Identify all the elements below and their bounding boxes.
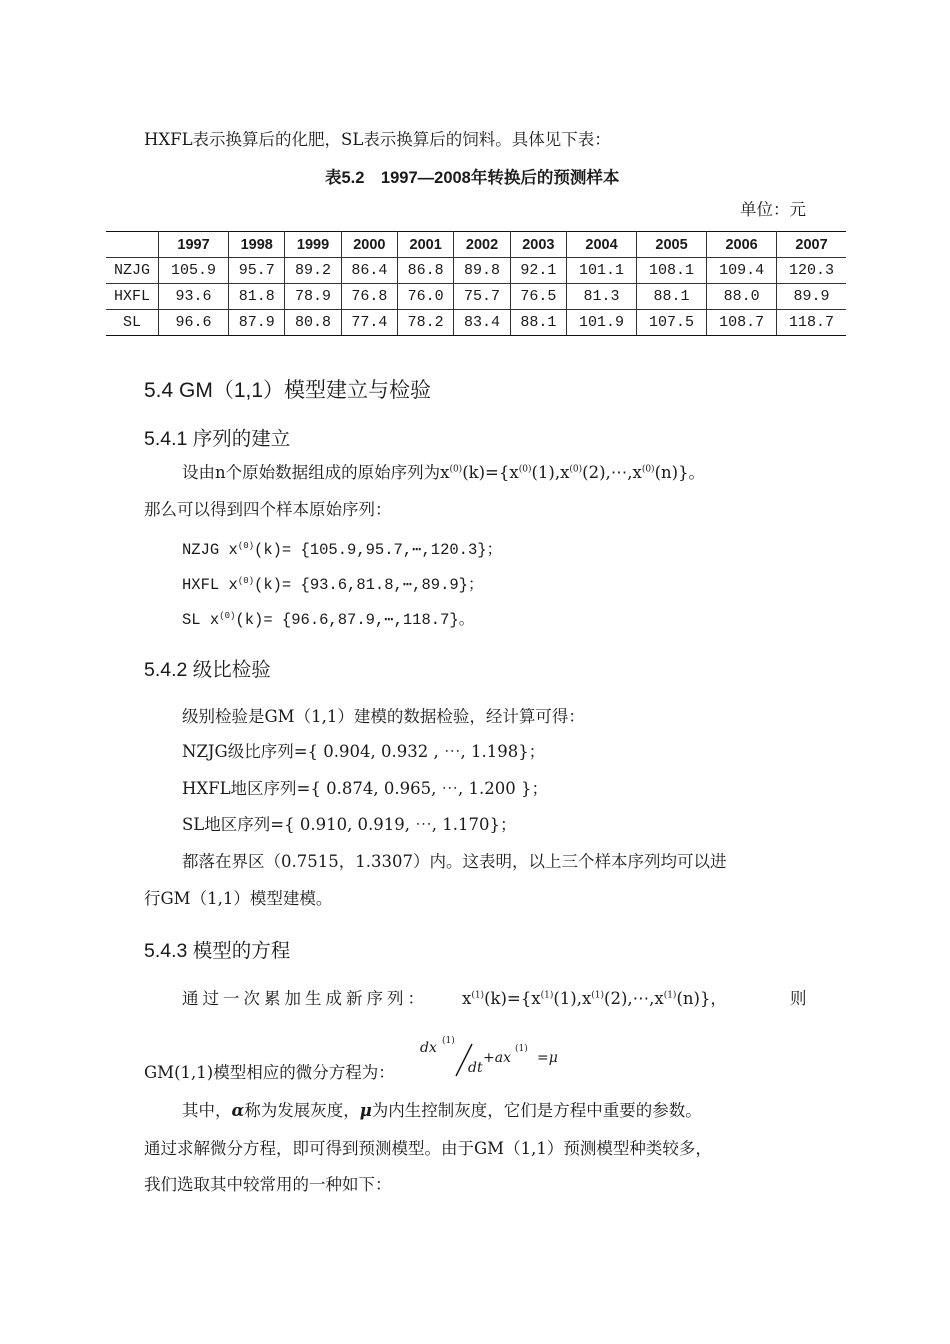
table-cell: 120.3 xyxy=(777,258,846,284)
table-header-cell: 2001 xyxy=(398,232,454,258)
table-cell: 92.1 xyxy=(510,258,566,284)
table-header-blank xyxy=(106,232,159,258)
table-cell: 83.4 xyxy=(454,310,510,336)
sequence-hxfl: HXFL $x^{(0)}(k)=$ {93.6,81.8,⋯,89.9}； xyxy=(182,575,484,594)
table-header-cell: 2000 xyxy=(341,232,397,258)
table-row-label: HXFL xyxy=(106,284,159,310)
s542-paragraph-2-line-2: 行GM（1,1）模型建模。 xyxy=(144,889,333,908)
table-cell: 118.7 xyxy=(777,310,846,336)
ratio-hxfl: HXFL地区序列={ 0.874, 0.965, ⋯, 1.200 }； xyxy=(182,779,549,798)
s543-paragraph-2: GM(1,1)模型相应的微分方程为： xyxy=(144,1063,395,1082)
table-cell: 96.6 xyxy=(159,310,229,336)
table-cell: 108.7 xyxy=(707,310,777,336)
s543-paragraph-4: 通过求解微分方程，即可得到预测模型。由于GM（1,1）预测模型种类较多， xyxy=(144,1139,712,1158)
ratio-nzjg: NZJG级比序列={ 0.904, 0.932 , ⋯, 1.198}； xyxy=(182,742,546,761)
ratio-sl: SL地区序列={ 0.910, 0.919, ⋯, 1.170}； xyxy=(182,815,517,834)
table-cell: 105.9 xyxy=(159,258,229,284)
eq-ax: +ax xyxy=(483,1050,511,1066)
table-row-label: NZJG xyxy=(106,258,159,284)
table-cell: 76.0 xyxy=(398,284,454,310)
section-5-4-title: 5.4 GM（1,1）模型建立与检验 xyxy=(144,379,432,402)
eq-dx: dx xyxy=(420,1040,437,1056)
table-row-label: SL xyxy=(106,310,159,336)
table-header-cell: 1999 xyxy=(285,232,341,258)
s543-paragraph-1: 通过一次累加生成新序列： xyxy=(182,989,428,1008)
table-cell: 93.6 xyxy=(159,284,229,310)
table-header-cell: 1997 xyxy=(159,232,229,258)
table-row xyxy=(106,284,846,310)
table-header-cell: 2007 xyxy=(777,232,846,258)
table-row xyxy=(106,310,846,336)
table-cell: 78.2 xyxy=(398,310,454,336)
table-cell: 87.9 xyxy=(229,310,285,336)
table-cell: 78.9 xyxy=(285,284,341,310)
table-header-cell: 2004 xyxy=(567,232,637,258)
table-cell: 108.1 xyxy=(637,258,707,284)
table-row xyxy=(106,258,846,284)
s542-paragraph-1: 级别检验是GM（1,1）建模的数据检验，经计算可得： xyxy=(182,707,585,726)
table-cell: 89.9 xyxy=(777,284,846,310)
table-cell: 89.8 xyxy=(454,258,510,284)
eq-dt: dt xyxy=(468,1060,483,1076)
table-cell: 95.7 xyxy=(229,258,285,284)
table-header-cell: 2003 xyxy=(510,232,566,258)
table-cell: 86.4 xyxy=(341,258,397,284)
section-5-4-3-title: 5.4.3 模型的方程 xyxy=(144,940,291,962)
table-cell: 109.4 xyxy=(707,258,777,284)
table-header-cell: 2006 xyxy=(707,232,777,258)
unit-note: 单位：元 xyxy=(740,200,806,219)
table-cell: 77.4 xyxy=(341,310,397,336)
eq-mu: =μ xyxy=(537,1050,558,1066)
table-cell: 86.8 xyxy=(398,258,454,284)
table-cell: 101.9 xyxy=(567,310,637,336)
table-cell: 88.0 xyxy=(707,284,777,310)
table-cell: 76.5 xyxy=(510,284,566,310)
table-cell: 76.8 xyxy=(341,284,397,310)
table-cell: 101.1 xyxy=(567,258,637,284)
data-table xyxy=(106,231,846,336)
differential-equation xyxy=(410,1036,570,1081)
section-5-4-2-title: 5.4.2 级比检验 xyxy=(144,659,271,681)
s541-paragraph-1: 设由n个原始数据组成的原始序列为$x^{(0)}(k)=\{x^{(0)}(1),x^{(0)}(2),\cdots,x^{(0)}(n)\}$。 xyxy=(182,463,706,482)
sequence-nzjg: NZJG $x^{(0)}(k)=$ {105.9,95.7,⋯,120.3}； xyxy=(182,540,503,559)
s541-paragraph-2: 那么可以得到四个样本原始序列： xyxy=(144,500,392,519)
table-cell: 80.8 xyxy=(285,310,341,336)
table-cell: 89.2 xyxy=(285,258,341,284)
table-cell: 107.5 xyxy=(637,310,707,336)
table-header-cell: 1998 xyxy=(229,232,285,258)
section-5-4-1-title: 5.4.1 序列的建立 xyxy=(144,428,291,450)
table-header-cell: 2005 xyxy=(637,232,707,258)
sequence-sl: SL $x^{(0)}(k)=$ {96.6,87.9,⋯,118.7}。 xyxy=(182,610,475,629)
table-cell: 81.3 xyxy=(567,284,637,310)
table-cell: 88.1 xyxy=(510,310,566,336)
s542-paragraph-2-line-1: 都落在界区（0.7515，1.3307）内。这表明，以上三个样本序列均可以进 xyxy=(182,852,727,871)
s543-paragraph-3: 其中，α称为发展灰度，μ为内生控制灰度，它们是方程中重要的参数。 xyxy=(182,1101,702,1120)
eq-dx-sup: (1) xyxy=(442,1036,455,1046)
table-cell: 88.1 xyxy=(637,284,707,310)
eq-ax-sup: (1) xyxy=(515,1044,528,1054)
s543-sequence: $x^{(1)}(k)=\{x^{(1)}(1),x^{(1)}(2),\cdots,x^{(1)}(n)\}$， xyxy=(462,989,727,1008)
table-cell: 81.8 xyxy=(229,284,285,310)
intro-line: HXFL表示换算后的化肥，SL表示换算后的饲料。具体见下表： xyxy=(144,130,611,149)
s543-paragraph-5: 我们选取其中较常用的一种如下： xyxy=(144,1175,392,1194)
table-caption: 表5.2 1997—2008年转换后的预测样本 xyxy=(325,169,620,187)
table-header-row xyxy=(106,232,846,258)
table-header-cell: 2002 xyxy=(454,232,510,258)
s543-paragraph-1-end: 则 xyxy=(790,989,807,1008)
table-cell: 75.7 xyxy=(454,284,510,310)
